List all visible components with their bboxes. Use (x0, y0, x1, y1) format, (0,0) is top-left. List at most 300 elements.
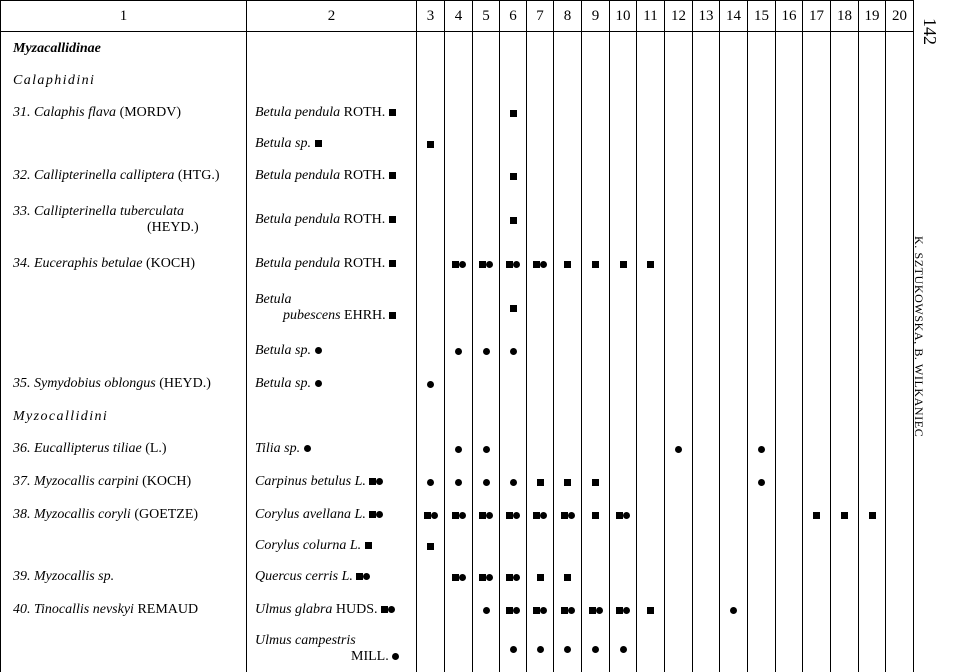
occurrence-cell (417, 32, 445, 66)
occurrence-cell (831, 627, 859, 672)
species-name: 35. Symydobius oblongus (HEYD.) (13, 376, 211, 391)
occurrence-cell (610, 368, 637, 401)
circle-marker (568, 512, 575, 519)
occurrence-cell (500, 335, 527, 368)
table-row (1, 532, 914, 561)
occurrence-cell (831, 466, 859, 499)
occurrence-cell (776, 159, 803, 193)
table-row (1, 96, 914, 130)
aphid-species-cell (1, 594, 247, 627)
occurrence-cell (748, 368, 776, 401)
occurrence-cell (582, 532, 610, 561)
occurrence-cell (582, 247, 610, 281)
occurrence-cell (610, 96, 637, 130)
occurrence-cell (637, 368, 665, 401)
square-marker (315, 140, 322, 147)
occurrence-cell (500, 96, 527, 130)
square-marker (533, 512, 540, 519)
occurrence-cell (776, 594, 803, 627)
occurrence-cell (886, 401, 914, 433)
host-plant-cell (247, 66, 417, 96)
occurrence-cell (886, 335, 914, 368)
occurrence-cell (886, 159, 914, 193)
occurrence-cell (582, 594, 610, 627)
occurrence-cell (473, 466, 500, 499)
aphid-species-cell (1, 96, 247, 130)
occurrence-cell (637, 96, 665, 130)
circle-marker (304, 445, 311, 452)
occurrence-cell (720, 499, 748, 532)
occurrence-cell (500, 561, 527, 594)
occurrence-cell (500, 66, 527, 96)
circle-marker (758, 446, 765, 453)
occurrence-cell (831, 247, 859, 281)
occurrence-cell (610, 281, 637, 335)
occurrence-cell (748, 401, 776, 433)
occurrence-cell (610, 159, 637, 193)
host-plant-name: Betula pendula ROTH. (255, 256, 416, 272)
occurrence-cell (610, 335, 637, 368)
occurrence-cell (693, 499, 720, 532)
square-marker (616, 512, 623, 519)
table-row (1, 433, 914, 466)
column-header: 17 (803, 1, 831, 32)
occurrence-cell (610, 401, 637, 433)
occurrence-cell (831, 532, 859, 561)
occurrence-cell (831, 401, 859, 433)
circle-marker (758, 479, 765, 486)
square-marker (616, 607, 623, 614)
circle-marker (486, 574, 493, 581)
host-plant-cell (247, 401, 417, 433)
occurrence-cell (803, 159, 831, 193)
occurrence-cell (859, 368, 886, 401)
occurrence-cell (803, 66, 831, 96)
occurrence-cell (831, 281, 859, 335)
occurrence-cell (500, 159, 527, 193)
host-plant-cell (247, 335, 417, 368)
occurrence-cell (527, 401, 554, 433)
occurrence-cell (417, 247, 445, 281)
table-row (1, 627, 914, 672)
occurrence-cell (748, 499, 776, 532)
occurrence-cell (445, 32, 473, 66)
occurrence-cell (473, 96, 500, 130)
occurrence-cell (527, 627, 554, 672)
host-plant-name: Tilia sp. (255, 441, 416, 457)
occurrence-cell (500, 594, 527, 627)
occurrence-cell (720, 193, 748, 247)
occurrence-cell (665, 466, 693, 499)
occurrence-cell (473, 532, 500, 561)
occurrence-cell (776, 66, 803, 96)
species-name: 32. Callipterinella calliptera (HTG.) (13, 167, 220, 183)
occurrence-cell (582, 466, 610, 499)
species-name: 39. Myzocallis sp. (13, 569, 115, 584)
occurrence-cell (859, 66, 886, 96)
occurrence-cell (693, 130, 720, 159)
occurrence-cell (417, 433, 445, 466)
occurrence-cell (610, 499, 637, 532)
circle-marker (730, 607, 737, 614)
occurrence-cell (554, 159, 582, 193)
table-row (1, 247, 914, 281)
circle-marker (455, 348, 462, 355)
occurrence-cell (665, 401, 693, 433)
circle-marker (620, 646, 627, 653)
occurrence-cell (500, 368, 527, 401)
occurrence-cell (693, 159, 720, 193)
circle-marker (513, 512, 520, 519)
table-row (1, 368, 914, 401)
circle-marker (315, 380, 322, 387)
occurrence-cell (445, 368, 473, 401)
table-row (1, 335, 914, 368)
occurrence-cell (473, 401, 500, 433)
occurrence-cell (417, 193, 445, 247)
occurrence-cell (417, 159, 445, 193)
occurrence-cell (720, 627, 748, 672)
occurrence-cell (417, 627, 445, 672)
occurrence-cell (859, 130, 886, 159)
host-plant-name: Betula sp. (255, 376, 416, 392)
occurrence-cell (554, 368, 582, 401)
occurrence-cell (473, 561, 500, 594)
occurrence-cell (527, 281, 554, 335)
circle-marker (483, 479, 490, 486)
occurrence-cell (582, 433, 610, 466)
column-header: 8 (554, 1, 582, 32)
occurrence-cell (417, 401, 445, 433)
occurrence-cell (748, 281, 776, 335)
aphid-species-cell (1, 433, 247, 466)
occurrence-cell (445, 247, 473, 281)
occurrence-cell (417, 499, 445, 532)
square-marker (813, 512, 820, 519)
occurrence-cell (776, 499, 803, 532)
occurrence-cell (445, 401, 473, 433)
occurrence-cell (831, 96, 859, 130)
occurrence-cell (637, 281, 665, 335)
occurrence-cell (527, 368, 554, 401)
occurrence-cell (445, 561, 473, 594)
square-marker (564, 574, 571, 581)
occurrence-cell (473, 499, 500, 532)
host-plant-name: Betula sp. (255, 343, 416, 359)
occurrence-cell (527, 532, 554, 561)
host-plant-cell (247, 96, 417, 130)
aphid-species-cell (1, 532, 247, 561)
occurrence-cell (527, 499, 554, 532)
occurrence-cell (803, 594, 831, 627)
occurrence-cell (417, 466, 445, 499)
host-plant-name: Ulmus campestris (255, 633, 356, 648)
square-marker (356, 573, 363, 580)
square-marker (427, 543, 434, 550)
circle-marker (486, 512, 493, 519)
occurrence-cell (637, 594, 665, 627)
circle-marker (540, 512, 547, 519)
occurrence-cell (582, 159, 610, 193)
occurrence-cell (693, 281, 720, 335)
occurrence-cell (886, 532, 914, 561)
occurrence-cell (886, 66, 914, 96)
table-row (1, 594, 914, 627)
square-marker (479, 574, 486, 581)
aphid-species-cell (1, 32, 247, 66)
occurrence-cell (665, 499, 693, 532)
column-header: 10 (610, 1, 637, 32)
table-row (1, 66, 914, 96)
occurrence-cell (610, 130, 637, 159)
host-plant-name: Quercus cerris L. (255, 569, 416, 585)
host-plant-name: Betula pendula ROTH. (255, 212, 416, 228)
occurrence-cell (803, 281, 831, 335)
square-marker (561, 512, 568, 519)
table-row (1, 193, 914, 247)
occurrence-cell (776, 193, 803, 247)
occurrence-cell (665, 96, 693, 130)
host-plant-cell (247, 499, 417, 532)
occurrence-cell (720, 335, 748, 368)
occurrence-cell (665, 368, 693, 401)
occurrence-cell (748, 433, 776, 466)
occurrence-cell (748, 335, 776, 368)
square-marker (510, 217, 517, 224)
occurrence-cell (803, 532, 831, 561)
column-header: 1 (1, 1, 247, 32)
occurrence-cell (554, 66, 582, 96)
occurrence-cell (776, 532, 803, 561)
occurrence-cell (500, 466, 527, 499)
occurrence-cell (637, 466, 665, 499)
occurrence-cell (527, 96, 554, 130)
occurrence-cell (610, 247, 637, 281)
circle-marker (455, 446, 462, 453)
occurrence-cell (693, 401, 720, 433)
square-marker (389, 172, 396, 179)
column-header: 20 (886, 1, 914, 32)
occurrence-cell (720, 130, 748, 159)
occurrence-cell (637, 130, 665, 159)
occurrence-cell (831, 433, 859, 466)
occurrence-cell (445, 532, 473, 561)
column-header: 9 (582, 1, 610, 32)
occurrence-cell (693, 32, 720, 66)
occurrence-cell (693, 561, 720, 594)
aphid-species-cell (1, 130, 247, 159)
circle-marker (540, 261, 547, 268)
page-number: 142 (920, 18, 940, 45)
occurrence-cell (582, 561, 610, 594)
host-plant-name: Corylus colurna L. (255, 538, 416, 554)
square-marker (365, 542, 372, 549)
occurrence-cell (610, 66, 637, 96)
circle-marker (388, 606, 395, 613)
column-header: 6 (500, 1, 527, 32)
species-name: 33. Callipterinella tuberculata (13, 203, 184, 219)
occurrence-cell (554, 193, 582, 247)
occurrence-cell (693, 627, 720, 672)
occurrence-cell (554, 594, 582, 627)
occurrence-cell (831, 193, 859, 247)
occurrence-cell (776, 281, 803, 335)
occurrence-cell (637, 66, 665, 96)
host-plant-cell (247, 32, 417, 66)
occurrence-cell (776, 247, 803, 281)
occurrence-cell (637, 193, 665, 247)
circle-marker (623, 512, 630, 519)
aphid-species-cell (1, 627, 247, 672)
occurrence-cell (859, 96, 886, 130)
running-head: K. SZTUKOWSKA, B. WILKANIEC (912, 236, 926, 438)
square-marker (452, 261, 459, 268)
occurrence-cell (693, 96, 720, 130)
occurrence-cell (748, 532, 776, 561)
occurrence-cell (445, 96, 473, 130)
occurrence-cell (886, 32, 914, 66)
square-marker (369, 478, 376, 485)
occurrence-cell (445, 466, 473, 499)
square-marker (506, 607, 513, 614)
occurrence-cell (637, 532, 665, 561)
occurrence-cell (445, 433, 473, 466)
occurrence-cell (665, 32, 693, 66)
occurrence-cell (637, 627, 665, 672)
occurrence-cell (445, 159, 473, 193)
occurrence-cell (610, 193, 637, 247)
occurrence-cell (554, 247, 582, 281)
occurrence-cell (417, 532, 445, 561)
occurrence-cell (665, 159, 693, 193)
occurrence-cell (720, 281, 748, 335)
occurrence-cell (776, 32, 803, 66)
circle-marker (392, 653, 399, 660)
occurrence-cell (859, 32, 886, 66)
occurrence-cell (776, 130, 803, 159)
column-header: 3 (417, 1, 445, 32)
table-row (1, 499, 914, 532)
column-header: 4 (445, 1, 473, 32)
species-name: 40. Tinocallis nevskyi REMAUD (13, 602, 199, 617)
occurrence-cell (554, 433, 582, 466)
aphid-species-cell (1, 159, 247, 193)
occurrence-cell (473, 627, 500, 672)
occurrence-cell (831, 368, 859, 401)
occurrence-cell (859, 433, 886, 466)
circle-marker (513, 261, 520, 268)
occurrence-cell (693, 532, 720, 561)
occurrence-cell (776, 466, 803, 499)
occurrence-cell (776, 335, 803, 368)
occurrence-cell (445, 627, 473, 672)
table-row (1, 401, 914, 433)
column-header: 2 (247, 1, 417, 32)
occurrence-cell (527, 561, 554, 594)
occurrence-cell (859, 401, 886, 433)
circle-marker (537, 646, 544, 653)
occurrence-cell (776, 368, 803, 401)
occurrence-cell (500, 247, 527, 281)
occurrence-cell (886, 466, 914, 499)
occurrence-cell (859, 159, 886, 193)
occurrence-cell (693, 335, 720, 368)
occurrence-cell (748, 466, 776, 499)
circle-marker (483, 348, 490, 355)
occurrence-cell (637, 247, 665, 281)
occurrence-cell (473, 66, 500, 96)
occurrence-cell (748, 193, 776, 247)
aphid-species-cell (1, 335, 247, 368)
occurrence-cell (554, 499, 582, 532)
host-plant-cell (247, 130, 417, 159)
occurrence-cell (582, 401, 610, 433)
square-marker (506, 512, 513, 519)
occurrence-cell (473, 433, 500, 466)
occurrence-cell (665, 335, 693, 368)
occurrence-cell (473, 32, 500, 66)
aphid-species-cell (1, 193, 247, 247)
occurrence-cell (859, 627, 886, 672)
aphid-species-cell (1, 368, 247, 401)
occurrence-cell (500, 499, 527, 532)
occurrence-cell (859, 466, 886, 499)
occurrence-cell (500, 281, 527, 335)
occurrence-cell (693, 433, 720, 466)
circle-marker (540, 607, 547, 614)
occurrence-cell (748, 159, 776, 193)
circle-marker (431, 512, 438, 519)
occurrence-cell (776, 96, 803, 130)
occurrence-cell (637, 433, 665, 466)
host-plant-cell (247, 433, 417, 466)
circle-marker (427, 381, 434, 388)
occurrence-cell (637, 561, 665, 594)
square-marker (427, 141, 434, 148)
circle-marker (483, 446, 490, 453)
host-plant-name: Betula pendula ROTH. (255, 168, 416, 184)
square-marker (506, 574, 513, 581)
column-header: 14 (720, 1, 748, 32)
occurrence-cell (720, 247, 748, 281)
occurrence-cell (417, 130, 445, 159)
species-name: 38. Myzocallis coryli (GOETZE) (13, 507, 199, 522)
host-plant-name: Betula pendula ROTH. (255, 105, 416, 121)
occurrence-cell (776, 627, 803, 672)
occurrence-cell (665, 627, 693, 672)
square-marker (510, 173, 517, 180)
occurrence-cell (803, 130, 831, 159)
species-authority: (HEYD.) (147, 219, 199, 235)
occurrence-cell (527, 32, 554, 66)
square-marker (561, 607, 568, 614)
circle-marker (510, 348, 517, 355)
occurrence-cell (445, 594, 473, 627)
occurrence-cell (720, 159, 748, 193)
occurrence-cell (582, 96, 610, 130)
occurrence-cell (748, 247, 776, 281)
square-marker (369, 511, 376, 518)
square-marker (533, 261, 540, 268)
occurrence-cell (831, 66, 859, 96)
host-plant-cell (247, 594, 417, 627)
circle-marker (596, 607, 603, 614)
occurrence-cell (748, 66, 776, 96)
host-plant-cell (247, 247, 417, 281)
occurrence-cell (417, 335, 445, 368)
occurrence-cell (417, 66, 445, 96)
occurrence-cell (803, 193, 831, 247)
